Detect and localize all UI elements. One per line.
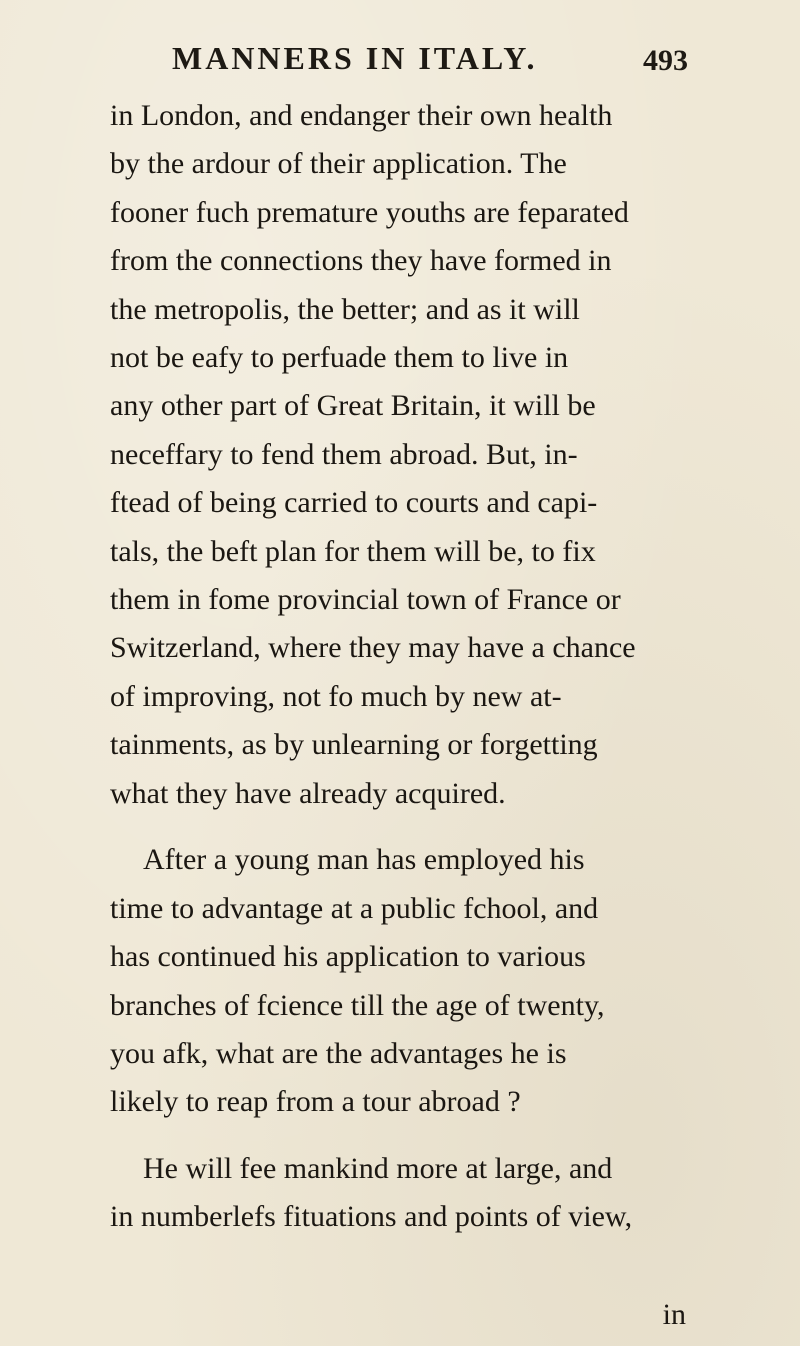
catchword: in — [662, 1298, 686, 1331]
page-number: 493 — [643, 44, 688, 77]
text-line: ftead of being carried to courts and capi- — [110, 486, 598, 519]
text-line: not be eafy to perfuade them to live in — [110, 341, 569, 374]
text-line: them in fome provincial town of France or — [110, 583, 621, 616]
text-line: you afk, what are the advantages he is — [110, 1037, 567, 1070]
text-line: Switzerland, where they may have a chance — [110, 631, 636, 664]
text-line: from the connections they have formed in — [110, 244, 612, 277]
text-line: tals, the beft plan for them will be, to fix — [110, 535, 596, 568]
text-line: tainments, as by unlearning or forgetting — [110, 728, 598, 761]
text-line: fooner fuch premature youths are feparated — [110, 196, 629, 229]
text-line: in numberlefs fituations and points of view, — [110, 1200, 633, 1233]
text-line: has continued his application to various — [110, 940, 586, 973]
running-head — [0, 40, 800, 90]
text-line: neceffary to fend them abroad. But, in- — [110, 438, 578, 471]
text-line: time to advantage at a public fchool, and — [110, 892, 599, 925]
text-line: in London, and endanger their own health — [110, 99, 613, 132]
text-line: After a young man has employed his — [143, 843, 585, 876]
text-line: the metropolis, the better; and as it will — [110, 293, 580, 326]
text-line: by the ardour of their application. The — [110, 147, 567, 180]
text-line: He will fee mankind more at large, and — [143, 1152, 613, 1185]
text-line: of improving, not fo much by new at- — [110, 680, 562, 713]
text-line: branches of fcience till the age of twenty, — [110, 989, 605, 1022]
running-title: MANNERS IN ITALY. — [172, 40, 538, 76]
text-line: any other part of Great Britain, it will be — [110, 389, 596, 422]
text-line: what they have already acquired. — [110, 777, 506, 810]
text-line: likely to reap from a tour abroad ? — [110, 1085, 521, 1118]
